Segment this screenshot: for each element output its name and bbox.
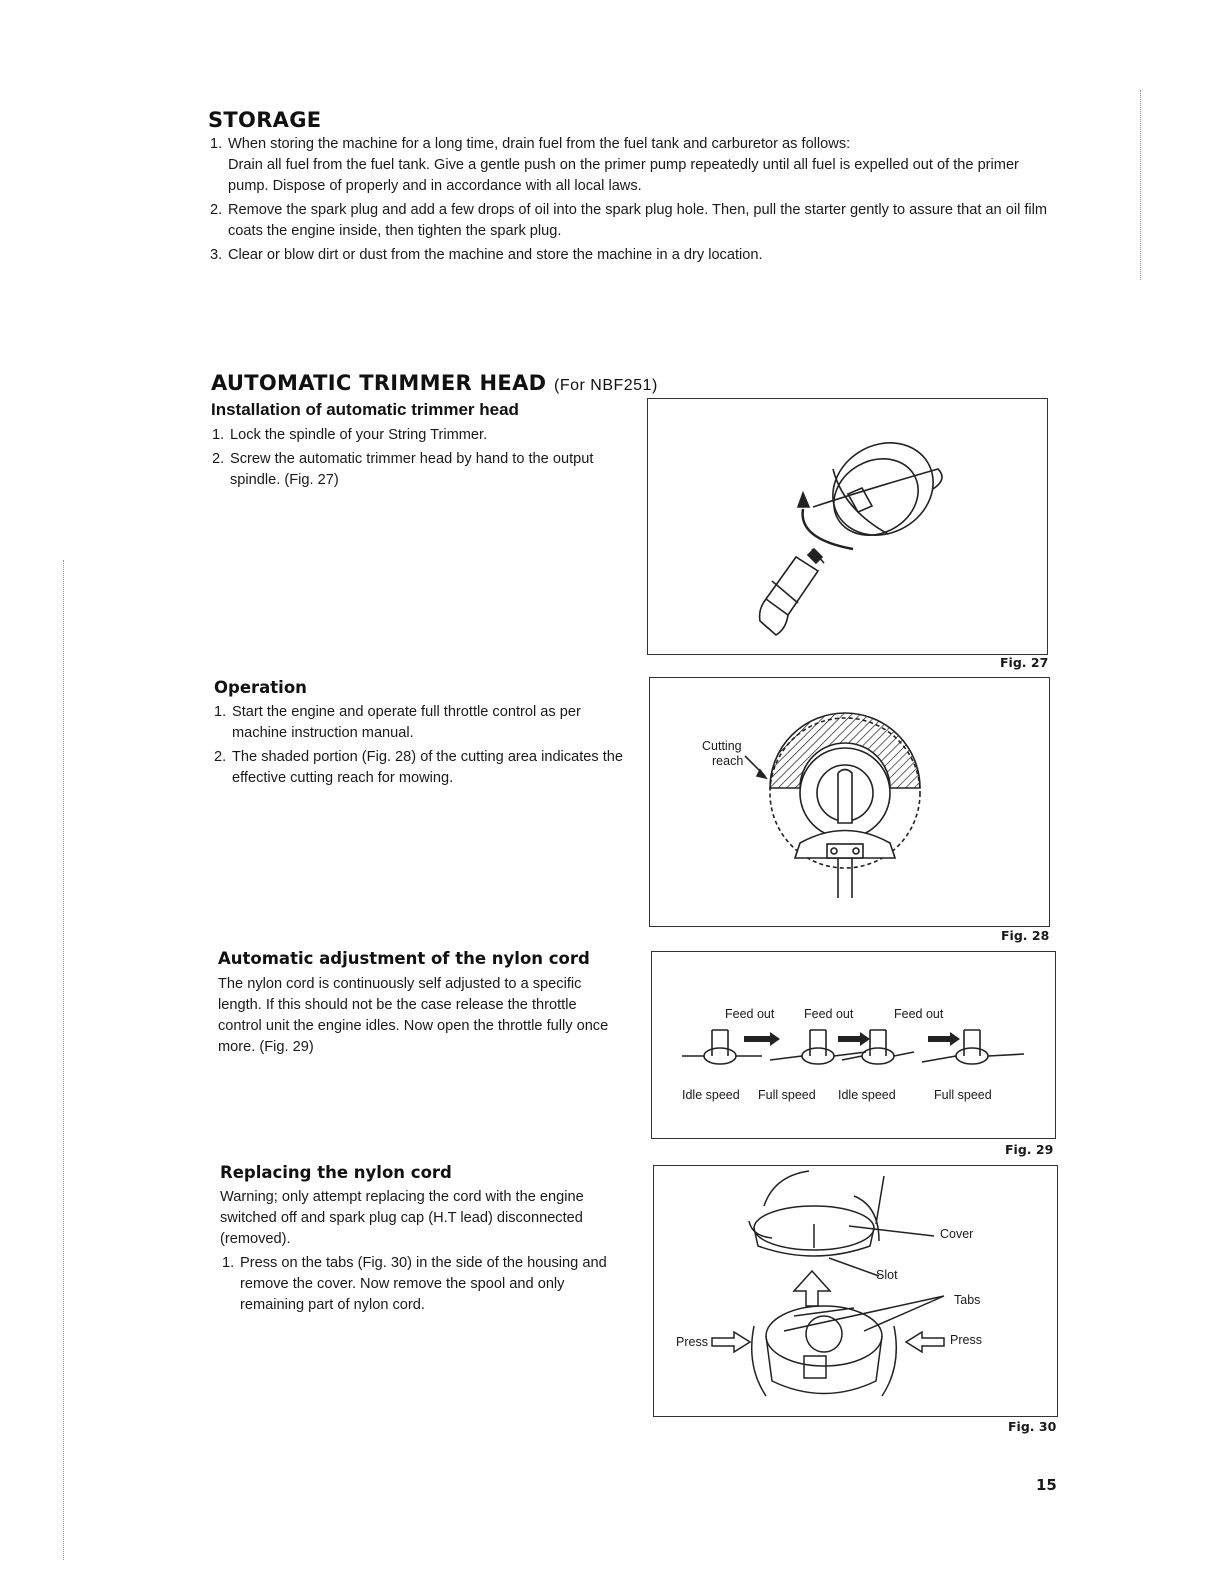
installation-list <box>212 425 622 494</box>
feed-out-label: Feed out <box>725 1007 775 1021</box>
fig28-caption: Fig. 28 <box>1001 928 1050 943</box>
item-text: Clear or blow dirt or dust from the machine and store the machine in a dry location. <box>228 247 763 263</box>
left-margin-line <box>63 560 64 1560</box>
item-number: 2. <box>214 749 227 765</box>
fig30-label-press-right: Press <box>950 1333 982 1347</box>
fig27-caption: Fig. 27 <box>1000 655 1049 670</box>
item-number: 3. <box>210 247 223 263</box>
replacing-warning: Warning; only attempt replacing the cord with the engine switched off and spark plug cap (H.T lead) disconnected (removed). <box>220 1189 584 1247</box>
item-text: Press on the tabs (Fig. 30) in the side of the housing and remove the cover. Now remove the spool and only remaining part of nylon cord. <box>240 1255 607 1313</box>
operation-heading: Operation <box>214 678 307 697</box>
figure-29 <box>651 951 1056 1139</box>
speed-label: Idle speed <box>838 1088 896 1102</box>
list-item <box>214 702 624 744</box>
speed-label: Full speed <box>934 1088 992 1102</box>
trimmer-head-installation-drawing <box>648 399 1049 656</box>
list-item <box>214 747 624 789</box>
item-text: Start the engine and operate full throttle control as per machine instruction manual. <box>232 704 581 741</box>
item-number: 2. <box>212 451 225 467</box>
replacing-heading: Replacing the nylon cord <box>220 1163 452 1182</box>
fig30-label-cover: Cover <box>940 1227 974 1241</box>
figure-28 <box>649 677 1050 927</box>
fig29-caption: Fig. 29 <box>1005 1142 1054 1157</box>
replacing-list <box>222 1253 624 1319</box>
item-number: 1. <box>222 1255 235 1271</box>
item-number: 1. <box>212 427 225 443</box>
item-text: Screw the automatic trimmer head by hand to the output spindle. (Fig. 27) <box>230 451 594 488</box>
speed-label: Full speed <box>758 1088 816 1102</box>
item-number: 2. <box>210 202 223 218</box>
trimmer-title <box>211 371 658 395</box>
adjustment-heading: Automatic adjustment of the nylon cord <box>218 949 590 968</box>
fig30-label-tabs: Tabs <box>954 1293 981 1307</box>
trimmer-subtitle: (For NBF251) <box>553 377 658 394</box>
trimmer-title-text: AUTOMATIC TRIMMER HEAD <box>211 371 547 395</box>
list-item <box>210 134 1060 197</box>
feed-out-label: Feed out <box>804 1007 854 1021</box>
fig30-label-slot: Slot <box>876 1268 898 1282</box>
speed-label: Idle speed <box>682 1088 740 1102</box>
list-item <box>210 245 1060 266</box>
list-item <box>210 200 1060 242</box>
storage-list <box>210 134 1060 269</box>
cutting-reach-drawing <box>650 678 1051 928</box>
feed-out-label: Feed out <box>894 1007 944 1021</box>
list-item <box>212 449 622 491</box>
right-margin-line <box>1140 90 1141 280</box>
item-number: 1. <box>210 136 223 152</box>
item-text: Lock the spindle of your String Trimmer. <box>230 427 488 443</box>
adjustment-text: The nylon cord is continuously self adjusted to a specific length. If this should not be the case release the throttle control unit the engine idles. Now open the throttle fully once more. (Fig. 29) <box>218 976 609 1055</box>
list-item <box>222 1253 624 1316</box>
fig28-label-cutting: Cutting <box>702 739 742 753</box>
page-number: 15 <box>1036 1476 1057 1494</box>
item-number: 1. <box>214 704 227 720</box>
item-text: The shaded portion (Fig. 28) of the cutting area indicates the effective cutting reach for mowing. <box>232 749 624 786</box>
item-text: Remove the spark plug and add a few drops of oil into the spark plug hole. Then, pull the starter gently to assure that an oil film coats the engine inside, then tighten the spark plug. <box>228 202 1048 239</box>
storage-title: STORAGE <box>208 108 322 132</box>
item-text-continued: Drain all fuel from the fuel tank. Give a gentle push on the primer pump repeatedly until all fuel is expelled out of the primer pump. Dispose of properly and in accordance with all local laws. <box>228 157 1019 194</box>
fig28-label-reach: reach <box>712 754 744 768</box>
figure-27 <box>647 398 1048 655</box>
operation-list <box>214 702 624 792</box>
cover-removal-drawing <box>654 1166 1059 1418</box>
list-item <box>212 425 622 446</box>
figure-30 <box>653 1165 1058 1417</box>
installation-heading: Installation of automatic trimmer head <box>211 400 519 419</box>
cord-feed-sequence-drawing <box>652 952 1057 1140</box>
fig30-label-press-left: Press <box>676 1335 708 1349</box>
item-text: When storing the machine for a long time, drain fuel from the fuel tank and carburetor as follows: <box>228 136 851 152</box>
fig30-caption: Fig. 30 <box>1008 1419 1057 1434</box>
